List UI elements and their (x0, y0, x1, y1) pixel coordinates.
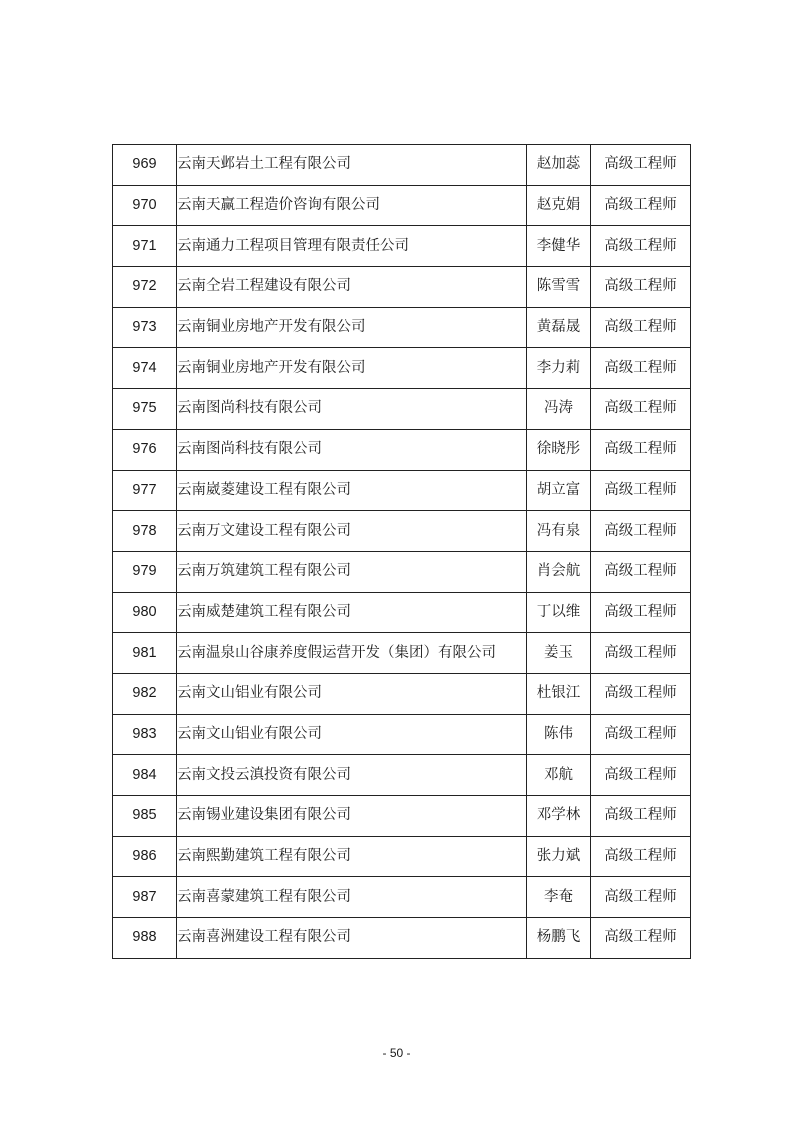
person-name: 黄磊晟 (527, 307, 591, 348)
person-name: 肖会航 (527, 551, 591, 592)
person-name: 赵克娟 (527, 185, 591, 226)
table-row (113, 633, 691, 674)
job-title: 高级工程师 (591, 307, 691, 348)
page-number: - 50 - (382, 1046, 411, 1060)
row-number: 984 (113, 755, 177, 796)
table-row (113, 511, 691, 552)
person-name: 李奄 (527, 877, 591, 918)
company-name: 云南天邺岩土工程有限公司 (177, 145, 527, 186)
roster-body (113, 145, 691, 959)
job-title: 高级工程师 (591, 470, 691, 511)
job-title: 高级工程师 (591, 714, 691, 755)
company-name: 云南熙勤建筑工程有限公司 (177, 836, 527, 877)
row-number: 980 (113, 592, 177, 633)
job-title: 高级工程师 (591, 389, 691, 430)
company-name: 云南图尚科技有限公司 (177, 429, 527, 470)
row-number: 978 (113, 511, 177, 552)
company-name: 云南文山铝业有限公司 (177, 714, 527, 755)
job-title: 高级工程师 (591, 592, 691, 633)
row-number: 970 (113, 185, 177, 226)
table-row (113, 836, 691, 877)
row-number: 988 (113, 918, 177, 959)
job-title: 高级工程师 (591, 755, 691, 796)
table-row (113, 185, 691, 226)
person-name: 徐晓彤 (527, 429, 591, 470)
job-title: 高级工程师 (591, 185, 691, 226)
company-name: 云南万筑建筑工程有限公司 (177, 551, 527, 592)
company-name: 云南锡业建设集团有限公司 (177, 796, 527, 837)
row-number: 976 (113, 429, 177, 470)
engineer-roster-table (112, 144, 691, 959)
table-row (113, 796, 691, 837)
job-title: 高级工程师 (591, 226, 691, 267)
row-number: 985 (113, 796, 177, 837)
row-number: 987 (113, 877, 177, 918)
person-name: 张力斌 (527, 836, 591, 877)
company-name: 云南威楚建筑工程有限公司 (177, 592, 527, 633)
job-title: 高级工程师 (591, 267, 691, 308)
table-row (113, 714, 691, 755)
job-title: 高级工程师 (591, 511, 691, 552)
person-name: 丁以维 (527, 592, 591, 633)
company-name: 云南喜蒙建筑工程有限公司 (177, 877, 527, 918)
job-title: 高级工程师 (591, 836, 691, 877)
table-row (113, 673, 691, 714)
row-number: 981 (113, 633, 177, 674)
job-title: 高级工程师 (591, 796, 691, 837)
row-number: 979 (113, 551, 177, 592)
job-title: 高级工程师 (591, 877, 691, 918)
row-number: 969 (113, 145, 177, 186)
person-name: 李健华 (527, 226, 591, 267)
table-row (113, 389, 691, 430)
row-number: 975 (113, 389, 177, 430)
table-row (113, 145, 691, 186)
job-title: 高级工程师 (591, 429, 691, 470)
table-row (113, 592, 691, 633)
row-number: 974 (113, 348, 177, 389)
table-row (113, 918, 691, 959)
person-name: 杨鹏飞 (527, 918, 591, 959)
table-row (113, 307, 691, 348)
row-number: 972 (113, 267, 177, 308)
person-name: 李力莉 (527, 348, 591, 389)
job-title: 高级工程师 (591, 348, 691, 389)
table-row (113, 267, 691, 308)
job-title: 高级工程师 (591, 918, 691, 959)
person-name: 陈雪雪 (527, 267, 591, 308)
table-row (113, 755, 691, 796)
company-name: 云南喜洲建设工程有限公司 (177, 918, 527, 959)
row-number: 973 (113, 307, 177, 348)
person-name: 杜银江 (527, 673, 591, 714)
table-row (113, 470, 691, 511)
person-name: 邓航 (527, 755, 591, 796)
row-number: 971 (113, 226, 177, 267)
table-row (113, 226, 691, 267)
job-title: 高级工程师 (591, 673, 691, 714)
person-name: 冯有泉 (527, 511, 591, 552)
person-name: 陈伟 (527, 714, 591, 755)
table-row (113, 877, 691, 918)
row-number: 977 (113, 470, 177, 511)
table-row (113, 551, 691, 592)
row-number: 986 (113, 836, 177, 877)
person-name: 姜玉 (527, 633, 591, 674)
company-name: 云南天赢工程造价咨询有限公司 (177, 185, 527, 226)
job-title: 高级工程师 (591, 551, 691, 592)
person-name: 邓学林 (527, 796, 591, 837)
company-name: 云南万文建设工程有限公司 (177, 511, 527, 552)
table-row (113, 348, 691, 389)
person-name: 赵加蕊 (527, 145, 591, 186)
person-name: 胡立富 (527, 470, 591, 511)
person-name: 冯涛 (527, 389, 591, 430)
company-name: 云南通力工程项目管理有限责任公司 (177, 226, 527, 267)
company-name: 云南图尚科技有限公司 (177, 389, 527, 430)
job-title: 高级工程师 (591, 633, 691, 674)
company-name: 云南铜业房地产开发有限公司 (177, 307, 527, 348)
row-number: 982 (113, 673, 177, 714)
company-name: 云南崴菱建设工程有限公司 (177, 470, 527, 511)
company-name: 云南文投云滇投资有限公司 (177, 755, 527, 796)
company-name: 云南铜业房地产开发有限公司 (177, 348, 527, 389)
row-number: 983 (113, 714, 177, 755)
company-name: 云南仝岩工程建设有限公司 (177, 267, 527, 308)
table-row (113, 429, 691, 470)
company-name: 云南温泉山谷康养度假运营开发（集团）有限公司 (177, 633, 527, 674)
job-title: 高级工程师 (591, 145, 691, 186)
company-name: 云南文山铝业有限公司 (177, 673, 527, 714)
